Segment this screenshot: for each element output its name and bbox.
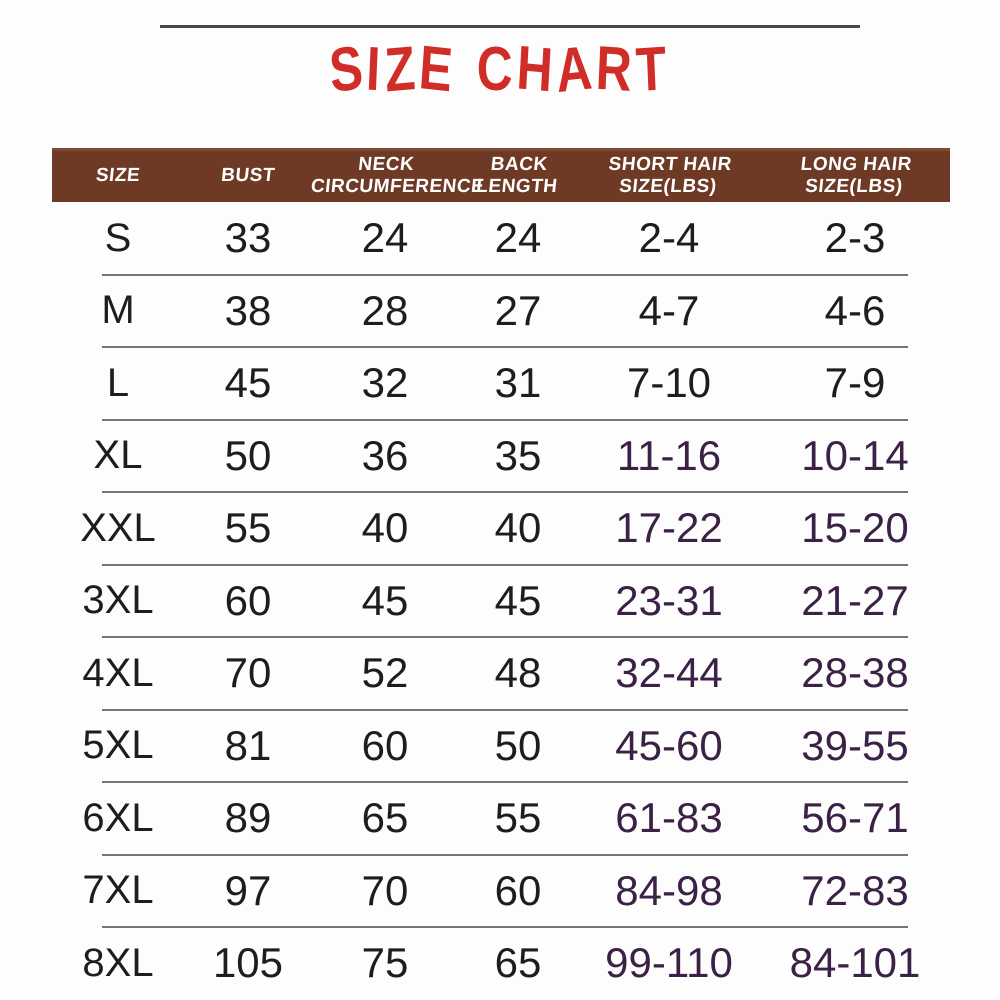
bust-value: 97 xyxy=(224,866,272,914)
short_hair-value: 45-60 xyxy=(615,721,723,769)
neck-value: 52 xyxy=(361,649,409,697)
back-value: 55 xyxy=(494,794,542,842)
bust-value: 50 xyxy=(224,431,272,479)
size-value: 5XL xyxy=(82,723,154,768)
neck-value: 36 xyxy=(361,431,409,479)
back-value: 35 xyxy=(494,431,542,479)
short_hair-value: 61-83 xyxy=(615,794,723,842)
column-header-short_hair xyxy=(576,154,763,199)
table-row-6XL xyxy=(52,782,950,855)
short_hair-value: 99-110 xyxy=(605,939,733,987)
top-divider-line xyxy=(160,25,860,28)
neck-value: 32 xyxy=(361,359,409,407)
back-value: 48 xyxy=(494,649,542,697)
title-letter: A xyxy=(554,32,599,107)
bust-value: 45 xyxy=(224,359,272,407)
title-letter: R xyxy=(594,33,638,106)
bust-value: 60 xyxy=(224,576,272,624)
column-header-line: NECK xyxy=(357,154,416,176)
bust-value: 89 xyxy=(224,794,272,842)
table-row-7XL xyxy=(52,855,950,928)
neck-value: 70 xyxy=(361,866,409,914)
back-value: 50 xyxy=(494,721,542,769)
column-header-line: BACK xyxy=(489,154,549,176)
neck-value: 60 xyxy=(361,721,409,769)
title-letter xyxy=(456,34,477,105)
column-header-line: SIZE(LBS) xyxy=(804,176,904,198)
column-header-line: LONG HAIR xyxy=(799,154,913,176)
size-value: M xyxy=(101,288,135,333)
back-value: 31 xyxy=(494,359,542,407)
table-row-8XL xyxy=(52,927,950,1000)
title-letter: T xyxy=(634,33,672,106)
table-row-3XL xyxy=(52,565,950,638)
long_hair-value: 15-20 xyxy=(801,504,909,552)
table-row-4XL xyxy=(52,637,950,710)
title-letter: S xyxy=(326,32,370,107)
column-header-neck xyxy=(309,154,486,199)
bust-value: 38 xyxy=(224,286,272,334)
long_hair-value: 72-83 xyxy=(801,866,909,914)
long_hair-value: 10-14 xyxy=(801,431,909,479)
title-letter: H xyxy=(514,33,559,106)
back-value: 40 xyxy=(494,504,542,552)
neck-value: 75 xyxy=(361,939,409,987)
short_hair-value: 84-98 xyxy=(615,866,723,914)
title-letter: Z xyxy=(382,33,421,106)
long_hair-value: 84-101 xyxy=(789,939,921,987)
size-chart-table xyxy=(52,148,950,1000)
bust-value: 81 xyxy=(224,721,272,769)
size-value: 4XL xyxy=(82,650,154,695)
size-value: XXL xyxy=(80,505,156,550)
long_hair-value: 56-71 xyxy=(801,794,909,842)
size-value: S xyxy=(104,215,132,260)
title-letter: E xyxy=(416,33,459,106)
size-value: 3XL xyxy=(82,578,154,623)
short_hair-value: 7-10 xyxy=(626,359,712,407)
size-value: 8XL xyxy=(82,940,154,985)
bust-value: 55 xyxy=(224,504,272,552)
neck-value: 65 xyxy=(361,794,409,842)
long_hair-value: 39-55 xyxy=(801,721,909,769)
column-header-back xyxy=(456,154,581,199)
column-header-line: BUST xyxy=(220,165,277,187)
long_hair-value: 7-9 xyxy=(824,359,886,407)
size-value: L xyxy=(106,360,130,405)
back-value: 27 xyxy=(494,286,542,334)
column-header-long_hair xyxy=(758,154,953,199)
back-value: 45 xyxy=(494,576,542,624)
bust-value: 33 xyxy=(224,214,272,262)
table-row-XXL xyxy=(52,492,950,565)
size-value: 7XL xyxy=(82,868,154,913)
short_hair-value: 32-44 xyxy=(615,649,723,697)
column-header-line: SIZE(LBS) xyxy=(618,176,718,198)
column-header-line: LENGTH xyxy=(475,176,559,198)
column-header-bust xyxy=(183,165,313,187)
column-header-line: CIRCUMFERENCE xyxy=(309,176,486,198)
title-letter: I xyxy=(365,34,386,105)
size-value: 6XL xyxy=(82,795,154,840)
long_hair-value: 2-3 xyxy=(824,214,886,262)
short_hair-value: 23-31 xyxy=(615,576,723,624)
table-header-row xyxy=(52,148,950,202)
size-value: XL xyxy=(93,433,143,478)
page-title xyxy=(100,34,900,105)
short_hair-value: 11-16 xyxy=(616,431,722,479)
long_hair-value: 21-27 xyxy=(801,576,909,624)
bust-value: 70 xyxy=(224,649,272,697)
table-row-5XL xyxy=(52,710,950,783)
table-row-S xyxy=(52,202,950,275)
back-value: 65 xyxy=(494,939,542,987)
long_hair-value: 28-38 xyxy=(801,649,909,697)
short_hair-value: 17-22 xyxy=(615,504,723,552)
bust-value: 105 xyxy=(212,939,284,987)
short_hair-value: 4-7 xyxy=(638,286,700,334)
column-header-line: SIZE xyxy=(94,165,142,187)
table-body xyxy=(52,202,950,1000)
neck-value: 40 xyxy=(361,504,409,552)
back-value: 24 xyxy=(494,214,542,262)
neck-value: 24 xyxy=(361,214,409,262)
neck-value: 28 xyxy=(361,286,409,334)
short_hair-value: 2-4 xyxy=(638,214,700,262)
back-value: 60 xyxy=(494,866,542,914)
neck-value: 45 xyxy=(361,576,409,624)
title-letter: C xyxy=(476,35,517,104)
table-row-M xyxy=(52,275,950,348)
column-header-size xyxy=(51,165,185,187)
table-row-XL xyxy=(52,420,950,493)
table-row-L xyxy=(52,347,950,420)
column-header-line: SHORT HAIR xyxy=(607,154,733,176)
long_hair-value: 4-6 xyxy=(824,286,886,334)
